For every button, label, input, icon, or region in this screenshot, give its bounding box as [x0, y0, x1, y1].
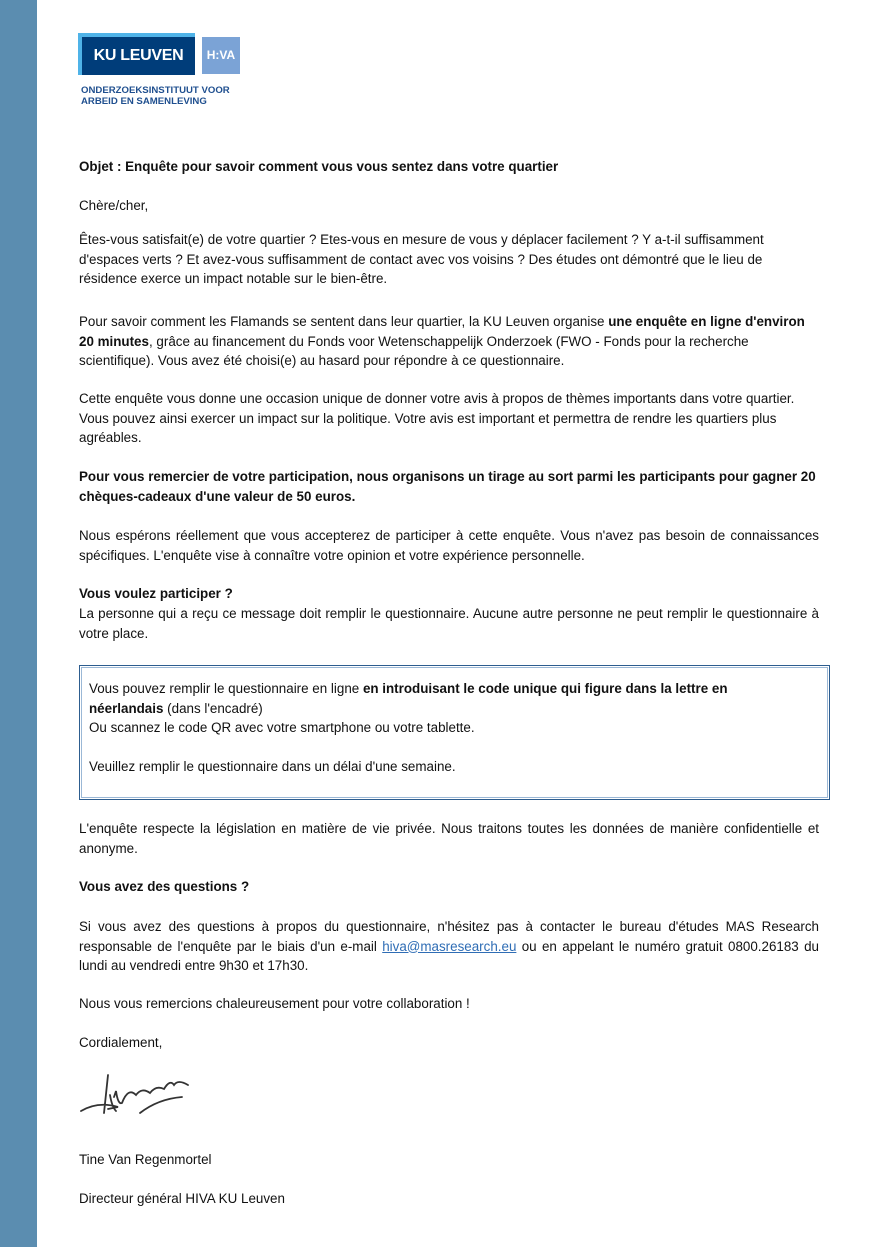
sidebar-band — [0, 0, 37, 1247]
heading-participate: Vous voulez participer ? — [79, 586, 233, 601]
privacy-paragraph: L'enquête respecte la législation en matière de vie privée. Nous traitons toutes les données de manière confidentielle et anonyme. — [79, 821, 819, 856]
heading-questions: Vous avez des questions ? — [79, 879, 250, 894]
closing: Cordialement, — [79, 1035, 163, 1050]
contact-paragraph: Si vous avez des questions à propos du questionnaire, n'hésitez pas à contacter le bureau d'études MAS Research responsable de l'enquête par le biais d'un e-mail hiva@masresearch.eu ou en appelant le numéro gratuit 0800.26183 du lundi au vendredi entre 9h30 et 17h30. — [79, 919, 819, 973]
institute-name — [81, 85, 230, 107]
paragraph: Pour savoir comment les Flamands se sentent dans leur quartier, la KU Leuven organise une enquête en ligne d'environ 20 minutes, grâce au financement du Fonds voor Wetenschappelijk Onderzoek (FWO - Fonds pour la recherche scientifique). Vous avez été choisi(e) au hasard pour répondre à ce questionnaire. — [79, 314, 805, 368]
hiva-logo: H:VA — [202, 37, 240, 74]
greeting: Chère/cher, — [79, 198, 149, 213]
deadline-instruction: Veuillez remplir le questionnaire dans un délai d'une semaine. — [89, 758, 456, 774]
ku-leuven-logo: KU LEUVEN — [78, 33, 195, 75]
qr-instruction: Ou scannez le code QR avec votre smartphone ou votre tablette. — [89, 720, 475, 735]
instructions-box: Vous pouvez remplir le questionnaire en ligne en introduisant le code unique qui figure dans la lettre en néerlandais (dans l'encadré) Ou scannez le code QR avec votre smartphone ou votre tablette. Veuillez remplir le questionnaire dans un délai d'une semaine. — [79, 665, 830, 800]
institute-line: ARBEID EN SAMENLEVING — [81, 96, 207, 107]
paragraph: Êtes-vous satisfait(e) de votre quartier ? Etes-vous en mesure de vous y déplacer facilement ? Y a-t-il suffisamment d'espaces verts ? Et avez-vous suffisamment de contact avec vos voisins ? Des études ont démontré que le lieu de résidence exerce un impact notable sur le bien-être. — [79, 232, 764, 286]
paragraph: Cette enquête vous donne une occasion unique de donner votre avis à propos de thèmes importants dans votre quartier. Vous pouvez ainsi exercer un impact sur la politique. Votre avis est important et permettra de rendre les quartiers plus agréables. — [79, 391, 795, 445]
signatory-name: Tine Van Regenmortel — [79, 1152, 212, 1167]
paragraph: La personne qui a reçu ce message doit remplir le questionnaire. Aucune autre personne ne peut remplir le questionnaire à votre place. — [79, 606, 819, 641]
signatory-role: Directeur général HIVA KU Leuven — [79, 1191, 285, 1206]
subject: Objet : Enquête pour savoir comment vous vous sentez dans votre quartier — [79, 159, 559, 174]
institute-line: ONDERZOEKSINSTITUUT VOOR — [81, 85, 230, 96]
thanks: Nous vous remercions chaleureusement pour votre collaboration ! — [79, 996, 470, 1011]
paragraph: Nous espérons réellement que vous accepterez de participer à cette enquête. Vous n'avez pas besoin de connaissances spécifiques. L'enquête vise à connaître votre opinion et votre expérience personnelle. — [79, 528, 819, 563]
email-link[interactable]: hiva@masresearch.eu — [382, 938, 517, 954]
signature — [78, 1065, 198, 1121]
prize-paragraph: Pour vous remercier de votre participation, nous organisons un tirage au sort parmi les participants pour gagner 20 chèques-cadeaux d'une valeur de 50 euros. — [79, 469, 816, 504]
